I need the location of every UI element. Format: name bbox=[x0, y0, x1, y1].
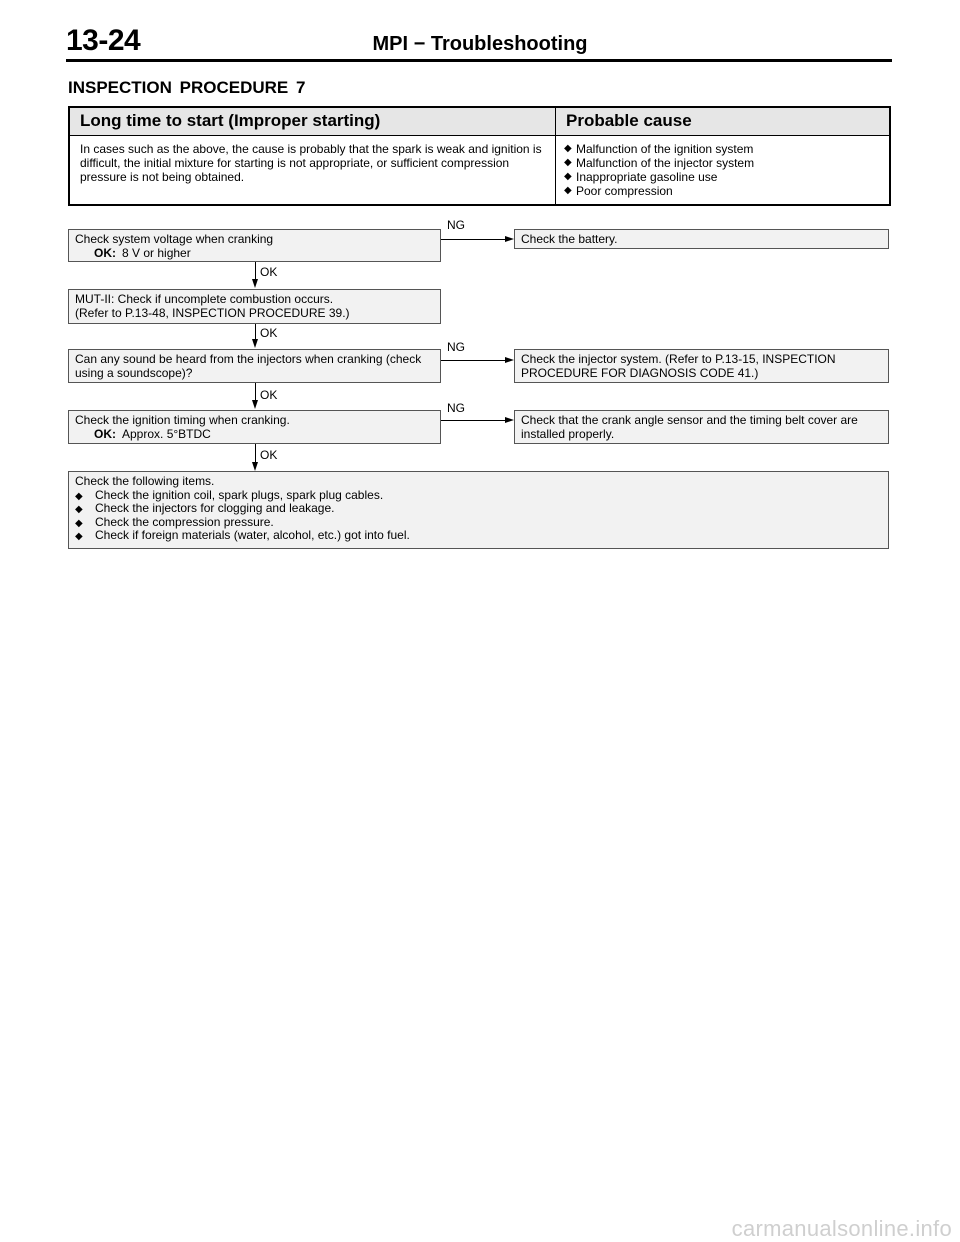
symptom-cause-table bbox=[68, 106, 891, 206]
final-check-item bbox=[75, 529, 882, 543]
watermark: carmanualsonline.info bbox=[731, 1216, 952, 1241]
probable-cause-text: Malfunction of the ignition system bbox=[576, 142, 754, 156]
probable-cause-item bbox=[564, 170, 881, 184]
ok-label: OK bbox=[260, 388, 278, 402]
final-check-list bbox=[75, 489, 882, 543]
diamond-bullet-icon: ◆ bbox=[564, 171, 572, 182]
ok-label: OK bbox=[260, 265, 278, 279]
ok-label: OK bbox=[260, 326, 278, 340]
result-check-injector-system bbox=[514, 349, 889, 383]
ok-label: OK bbox=[260, 448, 278, 462]
arrow-right-icon bbox=[505, 357, 514, 363]
arrow-down-icon bbox=[252, 279, 258, 288]
ng-label: NG bbox=[447, 218, 465, 232]
ok-criteria-value: 8 V or higher bbox=[122, 245, 191, 260]
result-text: Check that the crank angle sensor and the timing belt cover are installed properly. bbox=[521, 413, 858, 441]
step-check-system-voltage bbox=[68, 229, 441, 262]
arrow-down-icon bbox=[252, 339, 258, 348]
diamond-bullet-icon: ◆ bbox=[564, 157, 572, 168]
probable-cause-text: Inappropriate gasoline use bbox=[576, 170, 718, 184]
step-ignition-timing-check bbox=[68, 410, 441, 444]
ng-connector bbox=[441, 360, 507, 361]
arrow-down-icon bbox=[252, 462, 258, 471]
step-injector-sound-check bbox=[68, 349, 441, 383]
final-check-title: Check the following items. bbox=[75, 474, 215, 488]
ok-criteria-label: OK: bbox=[94, 245, 116, 260]
arrow-down-icon bbox=[252, 400, 258, 409]
diamond-bullet-icon: ◆ bbox=[75, 531, 83, 542]
final-check-item bbox=[75, 489, 882, 503]
arrow-right-icon bbox=[505, 236, 514, 242]
ok-connector bbox=[255, 444, 256, 463]
running-title: MPI − Troubleshooting bbox=[372, 33, 588, 55]
diamond-bullet-icon: ◆ bbox=[75, 490, 83, 502]
arrow-right-icon bbox=[505, 417, 514, 423]
step-mut-ii-combustion-check bbox=[68, 289, 441, 324]
procedure-heading: INSPECTION PROCEDURE 7 bbox=[68, 78, 306, 97]
step-text: Can any sound be heard from the injectors when cranking (check using a soundscope)? bbox=[75, 352, 422, 380]
step-text: Check system voltage when cranking bbox=[75, 232, 274, 246]
final-check-items bbox=[68, 471, 889, 549]
final-check-item bbox=[75, 502, 882, 516]
probable-cause-list bbox=[564, 142, 881, 198]
ok-criteria-value: Approx. 5°BTDC bbox=[122, 426, 211, 441]
probable-cause-cell bbox=[556, 136, 891, 206]
step-text: Check the ignition timing when cranking. bbox=[75, 413, 290, 427]
diamond-bullet-icon: ◆ bbox=[564, 143, 572, 154]
symptom-description: In cases such as the above, the cause is probably that the spark is weak and ignition is difficult, the initial mixture for starting is not appropriate, or sufficient compression pressure is not being obtained. bbox=[69, 136, 556, 206]
ng-connector bbox=[441, 420, 507, 421]
ok-connector bbox=[255, 383, 256, 401]
ok-connector bbox=[255, 324, 256, 340]
page-number: 13-24 bbox=[66, 24, 141, 57]
header-rule bbox=[66, 59, 892, 62]
final-check-text: Check the ignition coil, spark plugs, spark plug cables. bbox=[95, 487, 384, 502]
result-text: Check the battery. bbox=[521, 232, 618, 246]
ok-connector bbox=[255, 262, 256, 280]
step-text: MUT-II: Check if uncomplete combustion occurs. bbox=[75, 292, 334, 306]
step-reference: (Refer to P.13-48, INSPECTION PROCEDURE 39.) bbox=[75, 305, 350, 320]
final-check-item bbox=[75, 516, 882, 530]
ng-label: NG bbox=[447, 401, 465, 415]
diamond-bullet-icon: ◆ bbox=[75, 504, 83, 515]
ok-criteria bbox=[75, 247, 434, 261]
ok-criteria bbox=[75, 428, 434, 442]
diamond-bullet-icon: ◆ bbox=[75, 517, 83, 529]
probable-cause-item bbox=[564, 184, 881, 198]
probable-cause-item bbox=[564, 156, 881, 170]
final-check-text: Check the compression pressure. bbox=[95, 514, 274, 529]
final-check-text: Check the injectors for clogging and leakage. bbox=[95, 501, 335, 515]
diamond-bullet-icon: ◆ bbox=[564, 185, 572, 196]
ok-criteria-label: OK: bbox=[94, 426, 116, 441]
probable-cause-text: Poor compression bbox=[576, 184, 673, 198]
ng-label: NG bbox=[447, 340, 465, 354]
probable-cause-text: Malfunction of the injector system bbox=[576, 156, 755, 170]
result-check-crank-angle-sensor bbox=[514, 410, 889, 444]
final-check-text: Check if foreign materials (water, alcohol, etc.) got into fuel. bbox=[95, 528, 410, 542]
probable-cause-header: Probable cause bbox=[556, 107, 891, 136]
probable-cause-item bbox=[564, 142, 881, 156]
result-text: Check the injector system. (Refer to P.13-15, INSPECTION PROCEDURE FOR DIAGNOSIS CODE 41.) bbox=[521, 352, 836, 380]
result-check-battery bbox=[514, 229, 889, 249]
ng-connector bbox=[441, 239, 507, 240]
symptom-header: Long time to start (Improper starting) bbox=[69, 107, 556, 136]
